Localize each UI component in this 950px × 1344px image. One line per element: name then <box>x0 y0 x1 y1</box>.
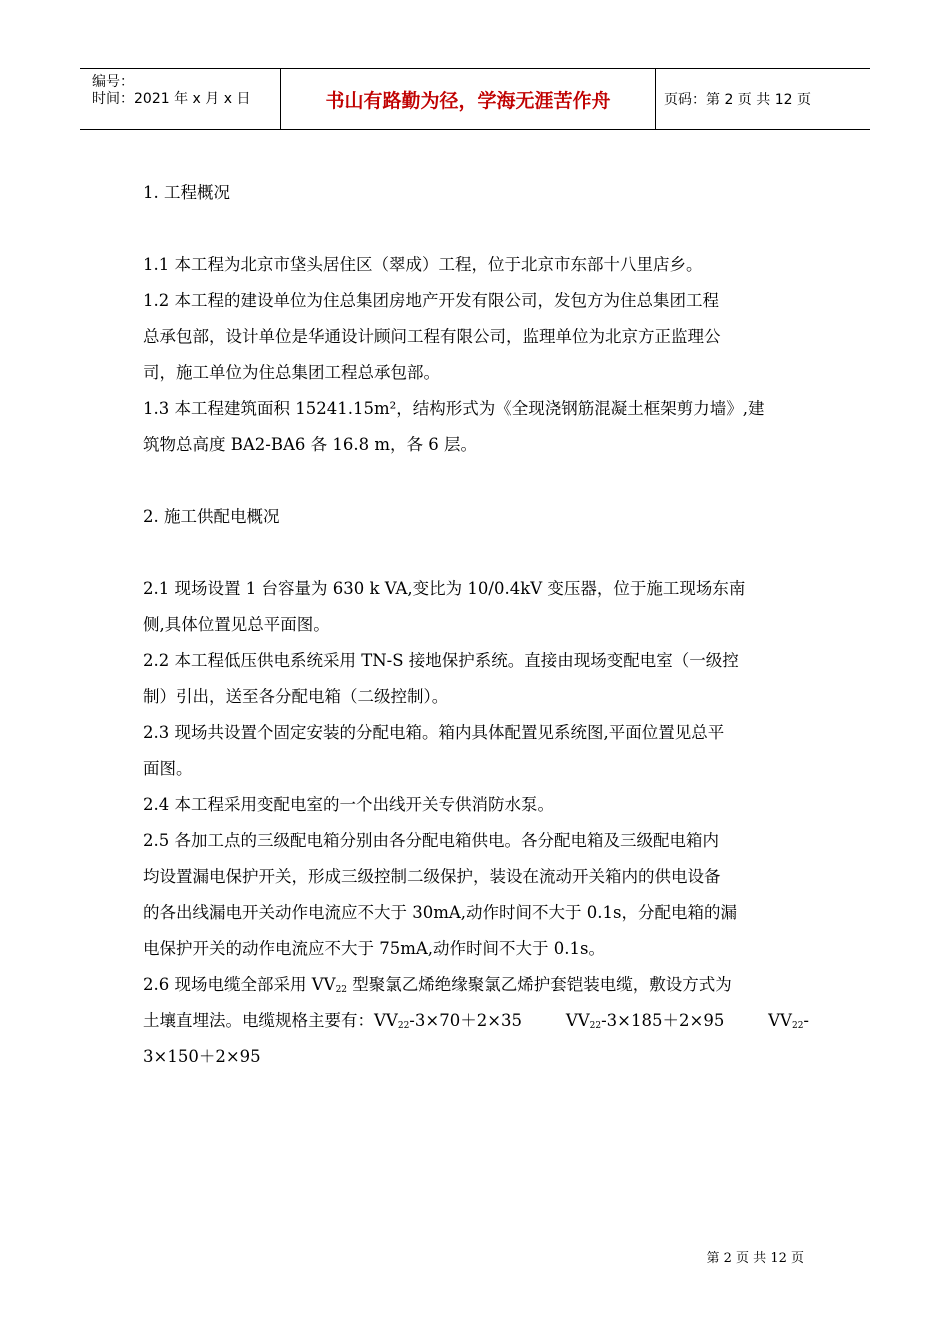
paragraph-2-6-line-3: 3×150＋2×95 <box>143 1047 261 1066</box>
paragraph-2-6-line-2 <box>143 1003 809 1039</box>
header-page-cell <box>656 69 870 129</box>
cable-subscript: 22 <box>335 985 348 995</box>
cable-spec-1: 土壤直埋法。电缆规格主要有：$VV_{22}-3\times 70+2\times 35$ <box>143 1011 523 1031</box>
paragraph-2-6-text-b: 型聚氯乙烯绝缘聚氯乙烯护套铠装电缆，敷设方式为 <box>347 975 732 994</box>
paragraph-2-1-line-2: 侧,具体位置见总平面图。 <box>143 615 330 634</box>
page-header <box>80 68 870 130</box>
paragraph-2-2-line-1: 2.2 本工程低压供电系统采用 TN-S 接地保护系统。直接由现场变配电室（一级控 <box>143 651 739 670</box>
paragraph-1-2-line-1: 1.2 本工程的建设单位为住总集团房地产开发有限公司，发包方为住总集团工程 <box>143 291 719 310</box>
paragraph-2-5-line-1: 2.5 各加工点的三级配电箱分别由各分配电箱供电。各分配电箱及三级配电箱内 <box>143 831 719 850</box>
paragraph-1-3-line-2: 筑物总高度 BA2-BA6 各 16.8 m，各 6 层。 <box>143 435 478 454</box>
paragraph-2-5-line-2: 均设置漏电保护开关，形成三级控制二级保护，装设在流动开关箱内的供电设备 <box>143 867 721 886</box>
page-footer: 第 2 页 共 12 页 <box>706 1251 804 1266</box>
paragraph-2-6-text-a: 2.6 现场电缆全部采用 VV <box>143 975 336 994</box>
document-number-label: 编号： <box>92 74 134 90</box>
paragraph-2-2-line-2: 制）引出，送至各分配电箱（二级控制）。 <box>143 687 449 706</box>
section-1-heading: 1. 工程概况 <box>143 183 230 202</box>
paragraph-1-2-line-2: 总承包部，设计单位是华通设计顾问工程有限公司，监理单位为北京方正监理公 <box>143 327 721 346</box>
paragraph-2-6-line-1 <box>143 967 809 1003</box>
cable-spec-2: $VV_{22}-3\times 185+2\times 95$ <box>565 1011 725 1031</box>
section-2-heading: 2. 施工供配电概况 <box>143 507 280 526</box>
header-page-info: 页码：第 2 页 共 12 页 <box>664 92 811 108</box>
paragraph-1-3-line-1: 1.3 本工程建筑面积 15241.15m²，结构形式为《全现浇钢筋混凝土框架剪力墙》,建 <box>143 399 765 418</box>
cable-spec-3: $VV_{22}-$ <box>768 1011 809 1031</box>
paragraph-2-5-line-4: 电保护开关的动作电流应不大于 75mA,动作时间不大于 0.1s。 <box>143 939 605 958</box>
paragraph-2-3-line-1: 2.3 现场共设置个固定安装的分配电箱。箱内具体配置见系统图,平面位置见总平 <box>143 723 725 742</box>
paragraph-2-3-line-2: 面图。 <box>143 759 193 778</box>
header-motto-cell <box>280 69 656 129</box>
document-body <box>143 175 809 1075</box>
paragraph-1-1: 1.1 本工程为北京市垡头居住区（翠成）工程，位于北京市东部十八里店乡。 <box>143 255 703 274</box>
paragraph-2-1-line-1: 2.1 现场设置 1 台容量为 630 k VA,变比为 10/0.4kV 变压器，位于施工现场东南 <box>143 579 746 598</box>
paragraph-2-4: 2.4 本工程采用变配电室的一个出线开关专供消防水泵。 <box>143 795 554 814</box>
header-meta <box>80 69 280 129</box>
paragraph-1-2-line-3: 司，施工单位为住总集团工程总承包部。 <box>143 363 440 382</box>
document-date: 时间：2021 年 x 月 x 日 <box>92 91 251 107</box>
paragraph-2-5-line-3: 的各出线漏电开关动作电流应不大于 30mA,动作时间不大于 0.1s，分配电箱的漏 <box>143 903 737 922</box>
header-motto: 书山有路勤为径，学海无涯苦作舟 <box>325 89 611 112</box>
